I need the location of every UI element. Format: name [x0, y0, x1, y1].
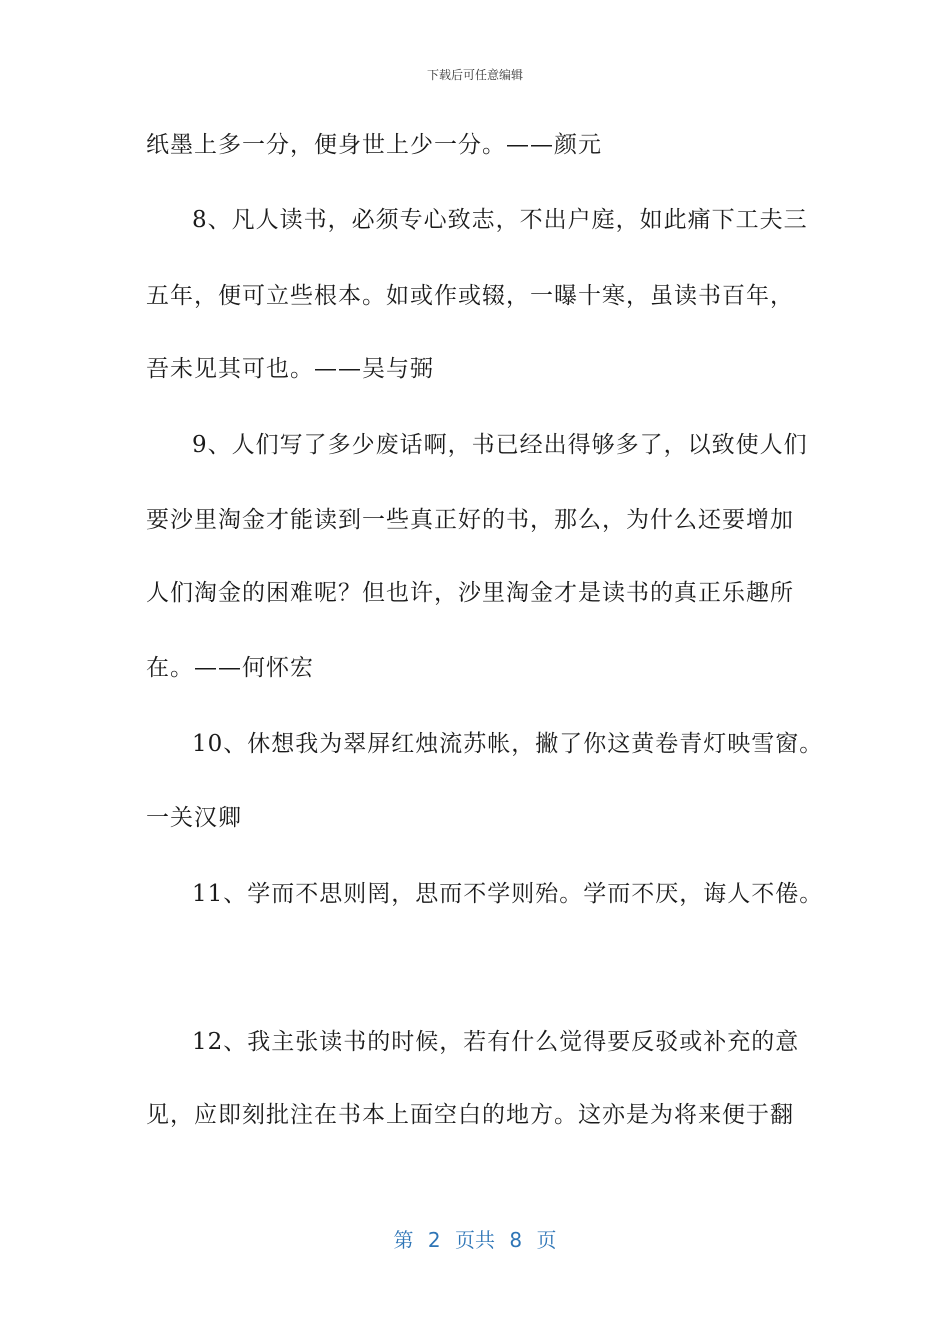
text-line: 12、我主张读书的时候，若有什么觉得要反驳或补充的意: [192, 1029, 800, 1055]
total-pages-number: 8: [509, 1228, 523, 1252]
text-line: 见，应即刻批注在书本上面空白的地方。这亦是为将来便于翻: [146, 1102, 794, 1128]
text-line: 纸墨上多一分，便身世上少一分。——颜元: [146, 132, 602, 158]
header-note: 下载后可任意编辑: [426, 68, 523, 82]
text-line: 吾未见其可也。——吴与弼: [146, 356, 434, 382]
text-line: 9、人们写了多少废话啊，书已经出得够多了，以致使人们: [192, 432, 808, 458]
text-line: 五年，便可立些根本。如或作或辍，一曝十寒，虽读书百年，: [146, 283, 794, 309]
text-line: 8、凡人读书，必须专心致志，不出户庭，如此痛下工夫三: [192, 207, 808, 233]
page-footer: [0, 1224, 950, 1253]
text-line: 一关汉卿: [146, 805, 242, 831]
text-line: 人们淘金的困难呢？但也许，沙里淘金才是读书的真正乐趣所: [146, 580, 794, 606]
page-suffix: 页: [536, 1228, 557, 1252]
page-prefix: 第: [393, 1228, 414, 1252]
page-mid: 页共: [455, 1228, 495, 1252]
current-page-number: 2: [427, 1228, 441, 1252]
text-line: 10、休想我为翠屏红烛流苏帐，撇了你这黄卷青灯映雪窗。: [192, 731, 824, 757]
text-line: 要沙里淘金才能读到一些真正好的书，那么，为什么还要增加: [146, 507, 794, 533]
text-line: 在。——何怀宏: [146, 655, 314, 681]
text-line: 11、学而不思则罔，思而不学则殆。学而不厌，诲人不倦。: [192, 881, 824, 907]
